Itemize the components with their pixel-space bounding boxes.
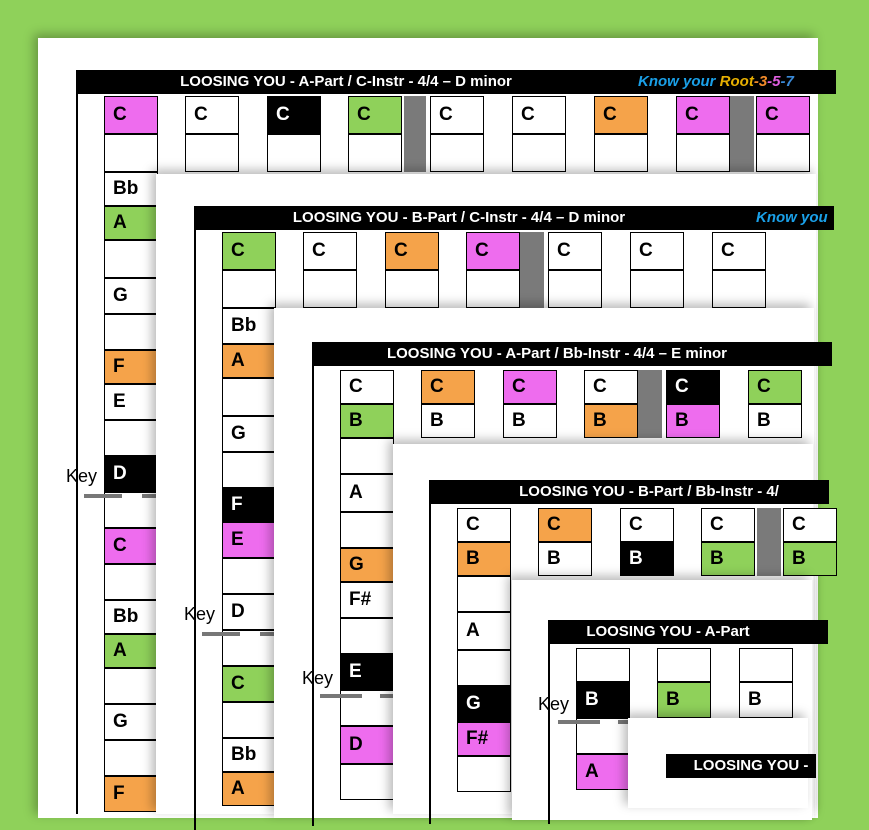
scale-cell <box>457 576 511 612</box>
scale-cell <box>340 764 394 800</box>
scale-cell: D <box>222 594 276 630</box>
key-dash <box>380 694 394 698</box>
chord-cell: B <box>783 542 837 576</box>
chord-cell: C <box>548 232 602 270</box>
chord-cell: C <box>421 370 475 404</box>
chord-cell: C <box>104 96 158 134</box>
scale-cell: Bb <box>222 738 276 772</box>
chord-cell: C <box>503 370 557 404</box>
scale-cell <box>104 420 158 456</box>
left-border <box>76 94 78 814</box>
chord-cell: C <box>185 96 239 134</box>
chord-cell: C <box>222 232 276 270</box>
scale-cell: E <box>340 654 394 690</box>
key-dash <box>84 494 122 498</box>
sheet-title: LOOSING YOU - A-Part <box>586 623 750 640</box>
chord-cell: C <box>385 232 439 270</box>
chord-cell: C <box>666 370 720 404</box>
scale-cell: Bb <box>104 172 158 206</box>
chord-cell: C <box>348 96 402 134</box>
key-dash <box>320 694 362 698</box>
chord-cell: B <box>503 404 557 438</box>
chord-cell <box>466 270 520 308</box>
chord-cell: C <box>584 370 638 404</box>
key-dash <box>202 632 240 636</box>
scale-cell: F# <box>457 722 511 756</box>
key-label: Key <box>538 694 570 714</box>
chord-cell <box>385 270 439 308</box>
scale-cell: Bb <box>222 308 276 344</box>
chord-cell: B <box>340 404 394 438</box>
scale-cell: F <box>104 350 158 384</box>
scale-cell: A <box>457 612 511 650</box>
chord-cell <box>676 134 730 172</box>
left-border <box>548 644 550 824</box>
scale-cell: E <box>104 384 158 420</box>
bar-divider <box>730 96 754 172</box>
scale-cell <box>340 512 394 548</box>
scale-cell <box>104 668 158 704</box>
key-dash <box>558 720 600 724</box>
chord-cell <box>739 648 793 682</box>
chord-cell: C <box>430 96 484 134</box>
scale-cell <box>340 618 394 654</box>
chord-cell <box>430 134 484 172</box>
key-label: Key <box>184 604 216 624</box>
scale-cell: A <box>340 474 394 512</box>
chord-cell: B <box>576 682 630 718</box>
scale-cell: E <box>222 522 276 558</box>
chord-cell: C <box>267 96 321 134</box>
chord-cell <box>267 134 321 172</box>
sheet-title-bar <box>312 342 832 366</box>
chord-cell: C <box>457 508 511 542</box>
chord-cell: B <box>584 404 638 438</box>
chord-cell: B <box>739 682 793 718</box>
chord-cell <box>657 648 711 682</box>
chord-cell: B <box>457 542 511 576</box>
scale-cell <box>104 740 158 776</box>
scale-cell <box>222 452 276 488</box>
chord-cell: B <box>620 542 674 576</box>
scale-cell: F <box>104 776 158 812</box>
chord-cell <box>185 134 239 172</box>
sheet-title-bar <box>548 620 828 644</box>
sheet-title: LOOSING YOU - B-Part / C-Instr - 4/4 – D minor <box>292 209 626 226</box>
scale-cell: C <box>104 528 158 564</box>
chord-cell <box>594 134 648 172</box>
sheet-title: LOOSING YOU - <box>693 757 809 774</box>
chord-cell: C <box>620 508 674 542</box>
tagline: Know your Root-3-5-7 <box>638 73 794 90</box>
scale-cell: G <box>104 704 158 740</box>
scale-cell: C <box>222 666 276 702</box>
scale-cell <box>222 702 276 738</box>
scale-cell: G <box>457 686 511 722</box>
sheet-title: LOOSING YOU - B-Part / Bb-Instr - 4/ <box>519 483 779 500</box>
chord-cell: C <box>538 508 592 542</box>
chord-cell: B <box>657 682 711 718</box>
sheet-title: LOOSING YOU - A-Part / Bb-Instr - 4/4 – E minor <box>386 345 728 362</box>
chord-cell: C <box>340 370 394 404</box>
sheet-title-bar <box>429 480 829 504</box>
scale-cell: A <box>222 344 276 378</box>
bar-divider <box>404 96 426 172</box>
scale-cell <box>104 314 158 350</box>
scale-cell: D <box>104 456 158 492</box>
scale-cell <box>457 650 511 686</box>
chord-cell <box>348 134 402 172</box>
chord-cell <box>222 270 276 308</box>
chord-cell <box>104 134 158 172</box>
scale-cell <box>222 558 276 594</box>
scale-cell: F <box>222 488 276 522</box>
sheet-title-bar <box>194 206 834 230</box>
chord-cell <box>576 648 630 682</box>
chord-cell: C <box>783 508 837 542</box>
chart-sheet-6 <box>628 718 808 808</box>
left-border <box>429 504 431 824</box>
chord-cell: B <box>421 404 475 438</box>
chord-cell: C <box>748 370 802 404</box>
left-border <box>312 366 314 826</box>
tagline: Know you <box>756 209 828 226</box>
scale-cell: A <box>222 772 276 806</box>
scale-cell: A <box>104 206 158 240</box>
chord-cell <box>756 134 810 172</box>
left-border <box>194 230 196 830</box>
chord-cell: B <box>701 542 755 576</box>
chord-cell: C <box>701 508 755 542</box>
scale-cell: Bb <box>104 600 158 634</box>
chord-cell: B <box>748 404 802 438</box>
scale-cell: D <box>340 726 394 764</box>
chord-cell: C <box>594 96 648 134</box>
scale-cell: F# <box>340 582 394 618</box>
chord-cell <box>303 270 357 308</box>
chord-cell: C <box>712 232 766 270</box>
scale-cell: A <box>576 754 630 790</box>
chord-cell: C <box>466 232 520 270</box>
key-label: Key <box>66 466 98 486</box>
scale-cell <box>340 438 394 474</box>
scale-cell <box>222 378 276 416</box>
sheet-title-bar <box>666 754 816 778</box>
scale-cell <box>457 756 511 792</box>
sheet-title-bar <box>76 70 836 94</box>
chord-cell <box>512 134 566 172</box>
scale-cell <box>104 240 158 278</box>
chord-cell: C <box>303 232 357 270</box>
scale-cell: G <box>222 416 276 452</box>
key-dash <box>260 632 274 636</box>
scale-cell: A <box>104 634 158 668</box>
chord-cell: B <box>666 404 720 438</box>
bar-divider <box>520 232 544 308</box>
chord-cell: C <box>676 96 730 134</box>
chord-cell <box>548 270 602 308</box>
scale-cell <box>104 564 158 600</box>
scale-cell: G <box>104 278 158 314</box>
chord-cell: C <box>512 96 566 134</box>
chord-cell <box>712 270 766 308</box>
chord-cell: C <box>630 232 684 270</box>
chord-cell: B <box>538 542 592 576</box>
bar-divider <box>757 508 781 576</box>
scale-cell: G <box>340 548 394 582</box>
sheet-title: LOOSING YOU - A-Part / C-Instr - 4/4 – D minor <box>180 73 512 90</box>
chord-cell: C <box>756 96 810 134</box>
bar-divider <box>638 370 662 438</box>
key-dash <box>142 494 156 498</box>
key-label: Key <box>302 668 334 688</box>
chord-cell <box>630 270 684 308</box>
